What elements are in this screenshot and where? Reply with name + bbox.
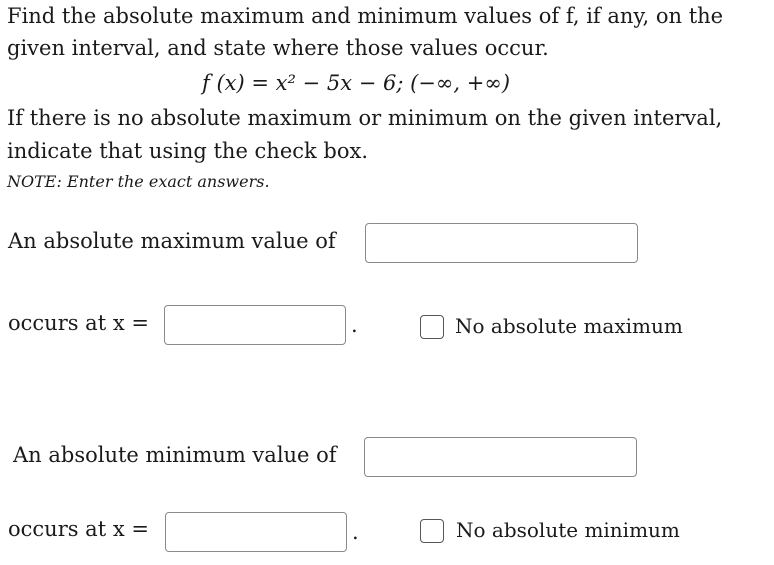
no-absolute-minimum-label[interactable]: No absolute minimum (456, 518, 680, 542)
max-occurs-input[interactable] (164, 305, 346, 345)
min-occurs-label: occurs at x = (8, 517, 149, 541)
min-value-input[interactable] (364, 437, 637, 477)
problem-line-1: Find the absolute maximum and minimum values of f, if any, on the (7, 4, 724, 28)
max-value-label: An absolute maximum value of (8, 229, 336, 253)
no-absolute-minimum-checkbox[interactable] (420, 519, 444, 543)
min-value-label: An absolute minimum value of (13, 443, 337, 467)
no-absolute-maximum-checkbox[interactable] (420, 315, 444, 339)
max-occurs-label: occurs at x = (8, 311, 149, 335)
no-absolute-maximum-label[interactable]: No absolute maximum (455, 314, 683, 338)
problem-line-2: given interval, and state where those values occur. (7, 36, 549, 60)
problem-line-3: If there is no absolute maximum or minimum on the given interval, (7, 106, 723, 130)
min-occurs-input[interactable] (165, 512, 347, 552)
min-period: . (352, 520, 359, 544)
max-value-input[interactable] (365, 223, 638, 263)
problem-line-4: indicate that using the check box. (7, 139, 369, 163)
function-formula: f (x) = x² − 5x − 6; (−∞, +∞) (202, 71, 511, 95)
max-period: . (351, 313, 358, 337)
note-text: NOTE: Enter the exact answers. (7, 172, 270, 191)
